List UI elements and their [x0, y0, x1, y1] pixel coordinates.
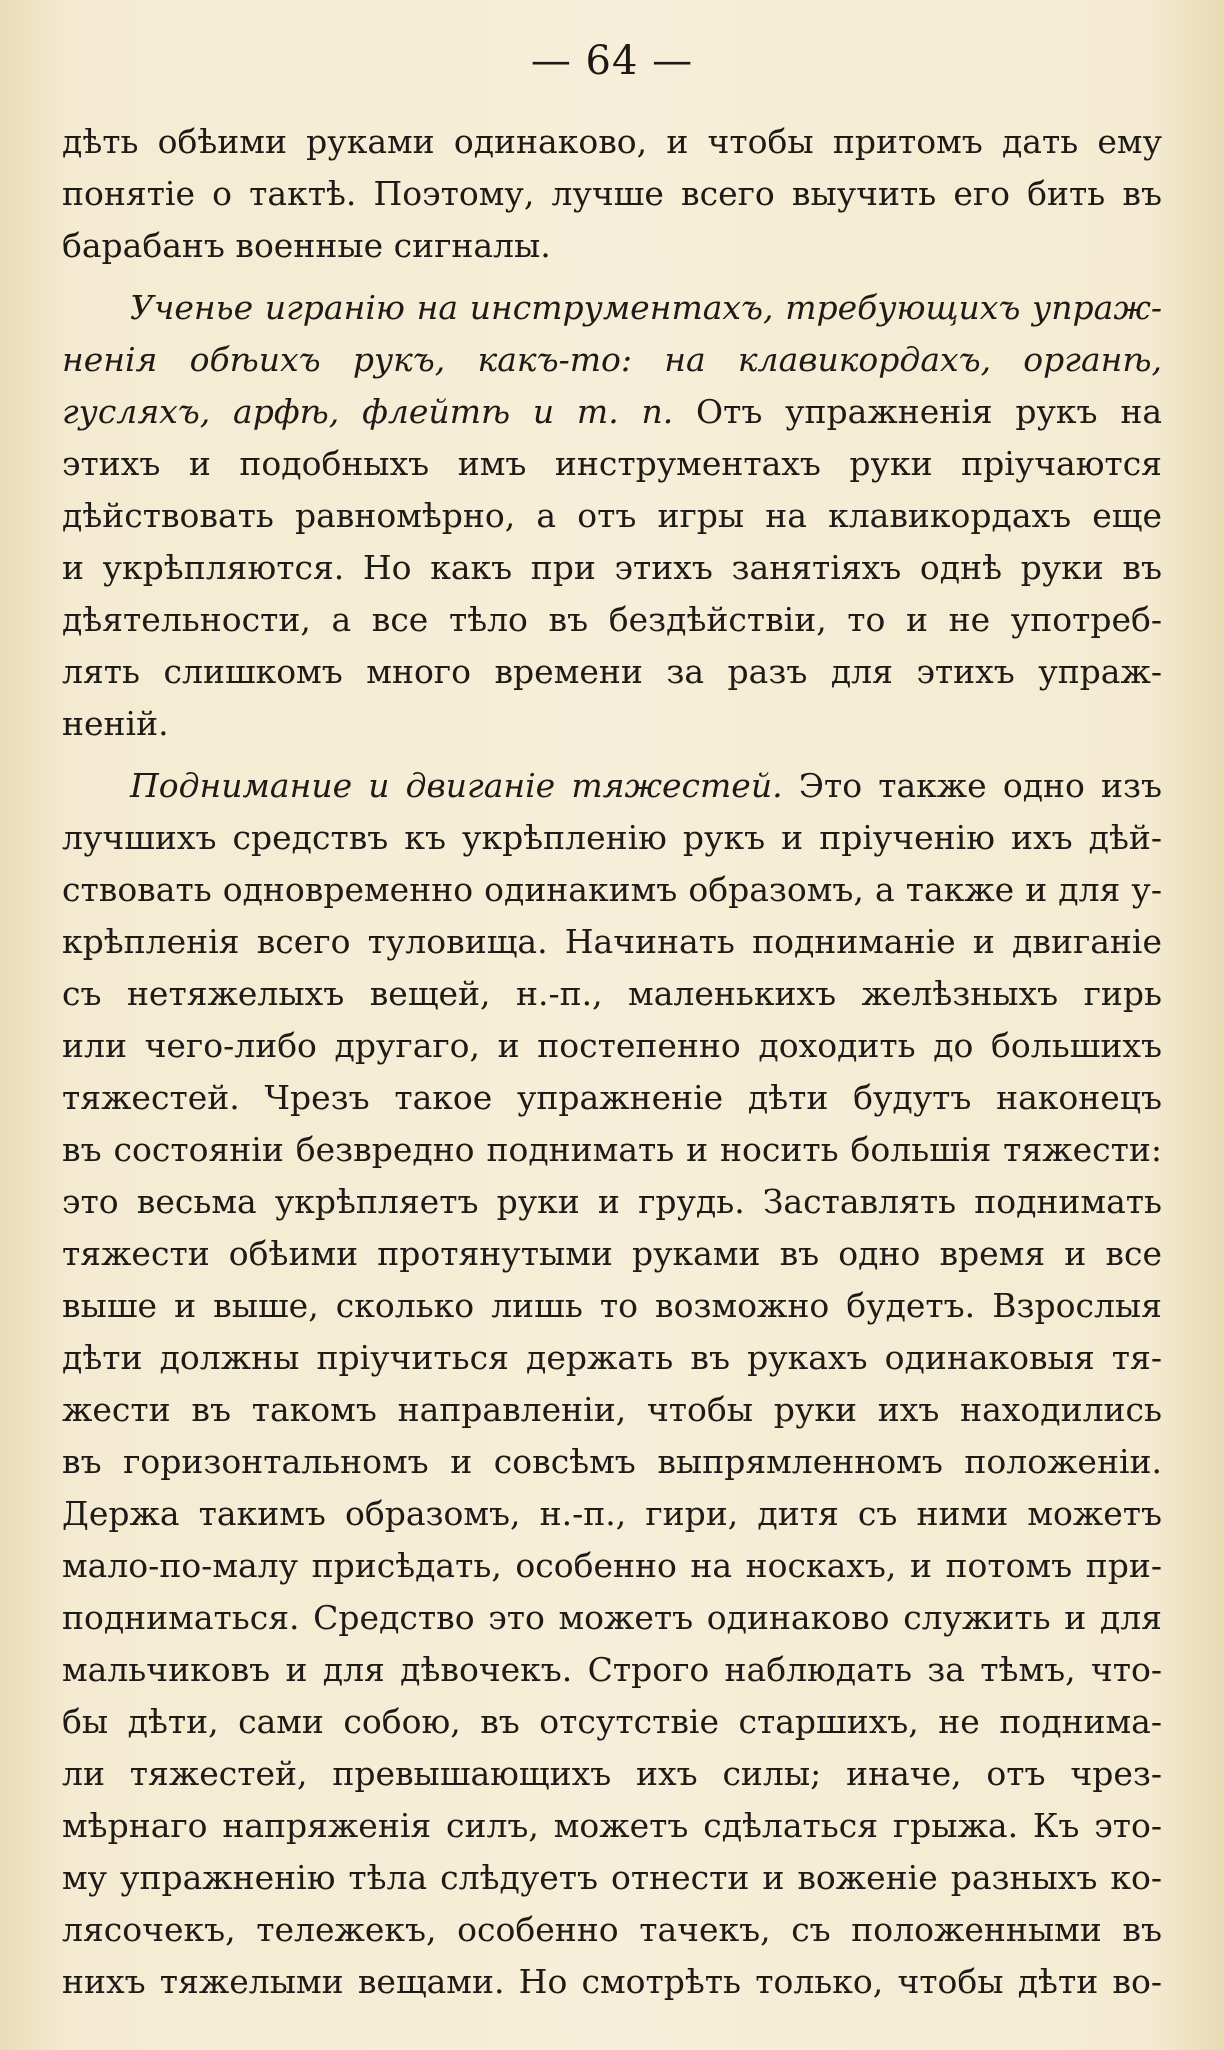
text-line: Поднимание и двиганіе тяжестей. Это также одно изъ	[130, 766, 1162, 805]
text-line: лясочекъ, тележекъ, особенно тачекъ, съ положенными въ	[62, 1910, 1162, 1949]
text-line: тяжести обѣими протянутыми руками въ одно время и все	[62, 1234, 1162, 1273]
text-line: мѣрнаго напряженія силъ, можетъ сдѣлаться грыжа. Къ это-	[62, 1806, 1162, 1845]
text-line: выше и выше, сколько лишь то возможно будетъ. Взрослыя	[62, 1286, 1162, 1325]
text-line: Держа такимъ образомъ, н.-п., гири, дитя съ ними можетъ	[62, 1494, 1162, 1533]
text-line: и укрѣпляются. Но какъ при этихъ занятіяхъ однѣ руки въ	[62, 548, 1162, 587]
text-line: барабанъ военные сигналы.	[62, 226, 551, 265]
paragraph	[62, 282, 1162, 750]
text-line: въ горизонтальномъ и совсѣмъ выпрямленномъ положеніи.	[62, 1442, 1162, 1481]
paragraph	[62, 116, 1162, 272]
text-line: лучшихъ средствъ къ укрѣпленію рукъ и пріученію ихъ дѣй-	[62, 818, 1162, 857]
text-line: дѣти должны пріучиться держать въ рукахъ одинаковыя тя-	[62, 1338, 1162, 1377]
text-line: въ состояніи безвредно поднимать и носить большія тяжести:	[62, 1130, 1162, 1169]
page-number: — 64 —	[530, 38, 694, 84]
text-line: крѣпленія всего туловища. Начинать подниманіе и двиганіе	[62, 922, 1162, 961]
text-line: дѣть обѣими руками одинаково, и чтобы притомъ дать ему	[62, 122, 1162, 161]
text-line: тяжестей. Чрезъ такое упражненіе дѣти будутъ наконецъ	[62, 1078, 1162, 1117]
text-line: ли тяжестей, превышающихъ ихъ силы; иначе, отъ чрез-	[62, 1754, 1162, 1793]
text-line: или чего-либо другаго, и постепенно доходить до большихъ	[62, 1026, 1162, 1065]
text-line: этихъ и подобныхъ имъ инструментахъ руки пріучаются	[62, 444, 1162, 483]
section-heading: гусляхъ, арфѣ, флейтѣ и т. п.	[62, 392, 674, 431]
text-line: съ нетяжелыхъ вещей, н.-п., маленькихъ желѣзныхъ гирь	[62, 974, 1162, 1013]
text-line: мало-по-малу присѣдать, особенно на носкахъ, и потомъ при-	[62, 1546, 1162, 1585]
text-line: жести въ такомъ направленіи, чтобы руки ихъ находились	[62, 1390, 1162, 1429]
text-line: бы дѣти, сами собою, въ отсутствіе старшихъ, не поднима-	[62, 1702, 1162, 1741]
text-line: это весьма укрѣпляетъ руки и грудь. Заставлять поднимать	[62, 1182, 1162, 1221]
text-line: дѣятельности, а все тѣло въ бездѣйствіи, то и не употреб-	[62, 600, 1162, 639]
text-line: мальчиковъ и для дѣвочекъ. Строго наблюдать за тѣмъ, что-	[62, 1650, 1162, 1689]
text-line: лять слишкомъ много времени за разъ для этихъ упраж-	[62, 652, 1162, 691]
text-line: гусляхъ, арфѣ, флейтѣ и т. п. Отъ упражненія рукъ на	[62, 392, 1162, 431]
section-heading: Поднимание и двиганіе тяжестей.	[130, 766, 783, 805]
text-line: дѣйствовать равномѣрно, а отъ игры на клавикордахъ еще	[62, 496, 1162, 535]
text-line: ствовать одновременно одинакимъ образомъ, а также и для у-	[62, 870, 1162, 909]
text-line: Ученье игранію на инструментахъ, требующихъ упраж-	[130, 288, 1162, 327]
paragraph	[62, 760, 1162, 2008]
text-line: нихъ тяжелыми вещами. Но смотрѣть только, чтобы дѣти во-	[62, 1962, 1162, 2001]
text-line: понятіе о тактѣ. Поэтому, лучше всего выучить его бить въ	[62, 174, 1162, 213]
text-line: подниматься. Средство это можетъ одинаково служить и для	[62, 1598, 1162, 1637]
text-line: му упражненію тѣла слѣдуетъ отнести и воженіе разныхъ ко-	[62, 1858, 1162, 1897]
page-body	[62, 116, 1162, 2008]
text-line: ненія обѣихъ рукъ, какъ-то: на клавикордахъ, органѣ,	[62, 340, 1162, 379]
text-line: неній.	[62, 704, 169, 743]
